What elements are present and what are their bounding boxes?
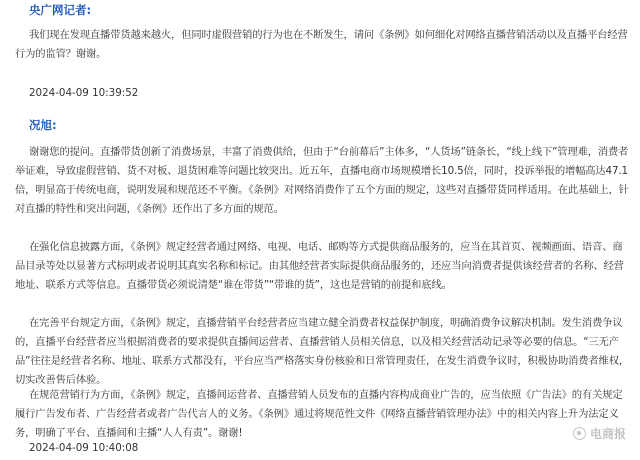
answer-paragraph-3: 在完善平台规定方面，《条例》规定，直播营销平台经营者应当建立健全消费者权益保护制度，明确消费争议解决机制。发生消费争议的，直播平台经营者应当根据消费者的要求提供直播间运营者、直播营销人员相关信息，以及相关经营活动记录等必要的信息。“三无产品”往往是经营者名称、地址、联系方式都没有，平台应当严格落实身份核验和日常管理责任，在发生消费争议时，积极协助消费者维权，切实改善售后体验。	[15, 317, 629, 386]
watermark	[573, 425, 626, 442]
answer-timestamp: 2024-04-09 10:40:08	[29, 442, 139, 454]
question-timestamp: 2024-04-09 10:39:52	[29, 87, 139, 99]
answer-paragraph-1: 谢谢您的提问。直播带货创新了消费场景，丰富了消费供给，但由于“台前幕后”主体多，“人货场”链条长，“线上线下”管理难，消费者举证难，导致虚假营销、货不对板、退货困难等问题比较突出。近五年，直播电商市场规模增长10.5倍，同时，投诉举报的增幅高达47.1倍，明显高于传统电商，说明发展和规范还不平衡。《条例》对网络消费作了五个方面的规定，这些对直播带货同样适用。在此基础上，针对直播的特性和突出问题，《条例》还作出了多方面的规范。	[15, 146, 629, 215]
circle-logo-icon	[573, 427, 586, 440]
answer-speaker: 况旭:	[29, 118, 57, 132]
question-text: 我们现在发现直播带货越来越火，但同时虚假营销的行为也在不断发生，请问《条例》如何细化对网络直播营销活动以及直播平台经营行为的监管？谢谢。	[15, 29, 628, 60]
question-speaker: 央广网记者:	[29, 3, 92, 17]
watermark-text: 电商报	[589, 427, 626, 441]
answer-paragraph-2: 在强化信息披露方面，《条例》规定经营者通过网络、电视、电话、邮购等方式提供商品服务的，应当在其首页、视频画面、语音、商品目录等处以显著方式标明或者说明其真实名称和标记。由其他经营者实际提供商品服务的，还应当向消费者提供该经营者的名称、经营地址、联系方式等信息。直播带货必须说清楚“谁在带货”“带谁的货”，这也是营销的前提和底线。	[15, 241, 624, 291]
answer-paragraph-4: 在规范营销行为方面，《条例》规定，直播间运营者、直播营销人员发布的直播内容构成商业广告的，应当依照《广告法》的有关规定履行广告发布者、广告经营者或者广告代言人的义务。《条例》通过将规范性文件《网络直播营销管理办法》中的相关内容上升为法定义务，明确了平台、直播间和主播“人人有责”。谢谢!	[15, 389, 623, 439]
